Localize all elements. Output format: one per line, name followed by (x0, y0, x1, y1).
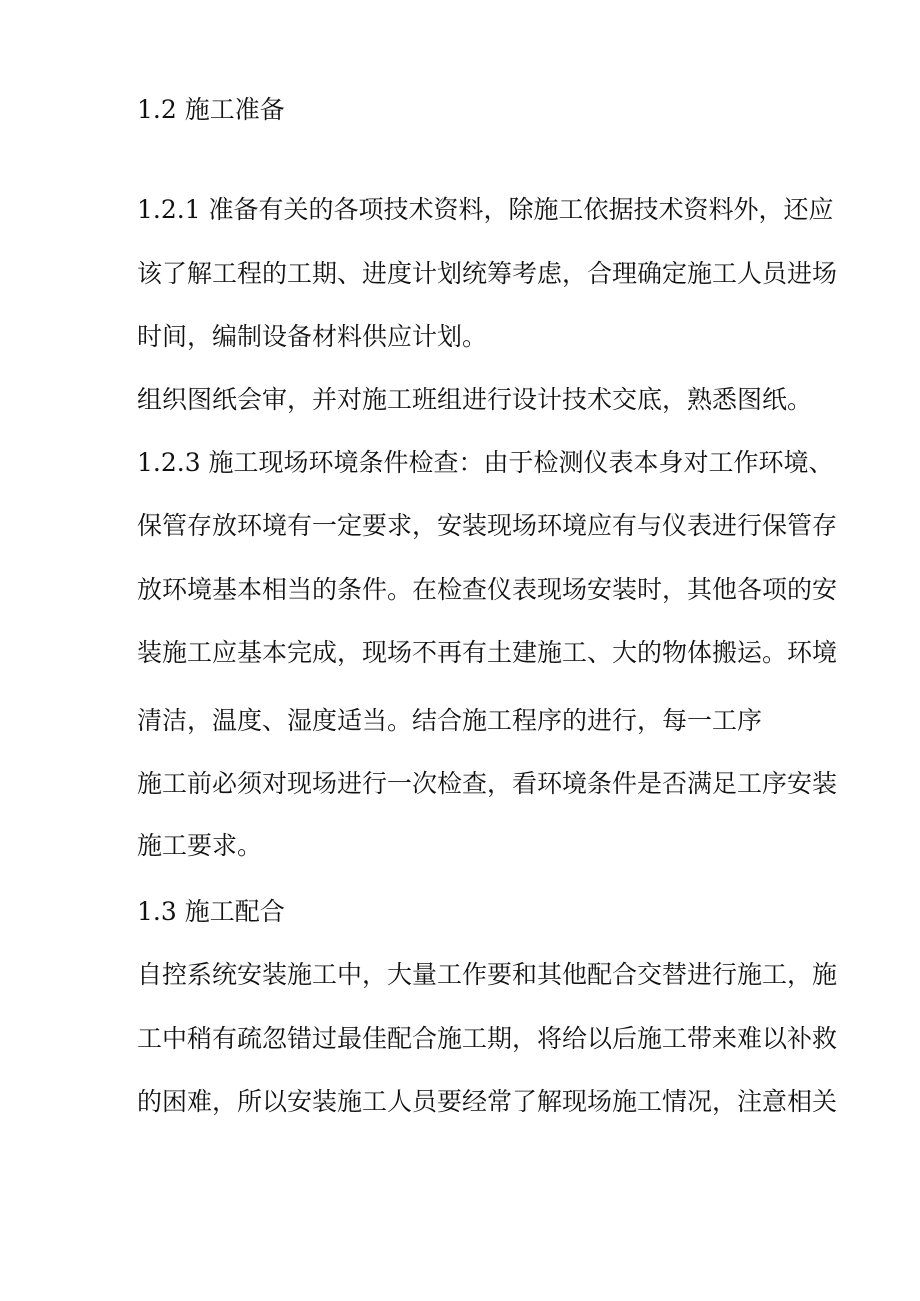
text-line: 施工要求。 (137, 831, 263, 860)
text-line: 的困难，所以安装施工人员要经常了解现场施工情况，注意相关 (137, 1087, 838, 1116)
text-line: 1.2.1 准备有关的各项技术资料，除施工依据技术资料外，还应 (137, 195, 834, 224)
text-line: 自控系统安装施工中，大量工作要和其他配合交替进行施工，施 (137, 960, 838, 989)
text-line: 时间，编制设备材料供应计划。 (137, 322, 488, 351)
section-heading-1-3: 1.3 施工配合 (137, 897, 285, 926)
text-line: 工中稍有疏忽错过最佳配合施工期，将给以后施工带来难以补救 (137, 1024, 838, 1053)
text-line: 放环境基本相当的条件。在检查仪表现场安装时，其他各项的安 (137, 575, 838, 604)
text-line: 保管存放环境有一定要求，安装现场环境应有与仪表进行保管存 (137, 511, 838, 540)
text-line: 装施工应基本完成，现场不再有土建施工、大的物体搬运。环境 (137, 638, 838, 667)
text-line: 1.2.3 施工现场环境条件检查：由于检测仪表本身对工作环境、 (137, 448, 834, 477)
text-line: 施工前必须对现场进行一次检查，看环境条件是否满足工序安装 (137, 769, 838, 798)
text-line: 组织图纸会审，并对施工班组进行设计技术交底，熟悉图纸。 (137, 385, 813, 414)
text-line: 清洁，温度、湿度适当。结合施工程序的进行，每一工序 (137, 706, 763, 735)
text-line: 该了解工程的工期、进度计划统筹考虑，合理确定施工人员进场 (137, 259, 838, 288)
section-heading-1-2: 1.2 施工准备 (137, 95, 285, 124)
